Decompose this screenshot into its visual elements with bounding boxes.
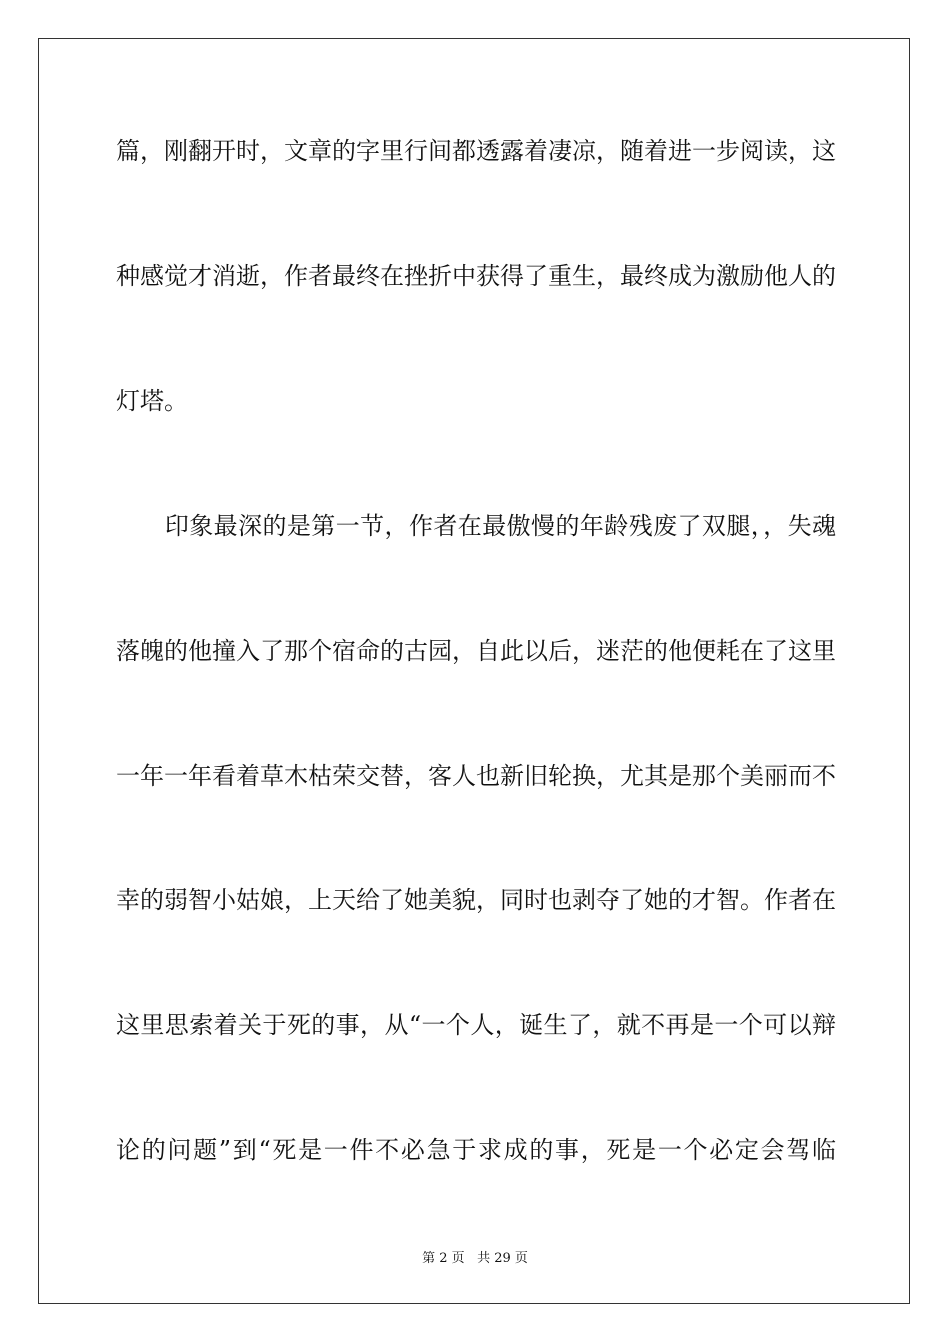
text-line-6: 一年一年看着草木枯荣交替，客人也新旧轮换，尤其是那个美丽而不: [116, 762, 836, 790]
text-line-2: 种感觉才消逝，作者最终在挫折中获得了重生，最终成为激励他人的: [116, 262, 836, 290]
text-line-8: 这里思索着关于死的事，从“一个人，诞生了，就不再是一个可以辩: [116, 1011, 836, 1039]
text-line-4: 印象最深的是第一节，作者在最傲慢的年龄残废了双腿，，失魂: [116, 512, 836, 540]
text-line-7: 幸的弱智小姑娘，上天给了她美貌，同时也剥夺了她的才智。作者在: [116, 886, 836, 914]
text-line-3: 灯塔。: [116, 387, 188, 415]
page-number: 第 2 页: [422, 1251, 465, 1266]
text-line-1: 篇，刚翻开时，文章的字里行间都透露着凄凉，随着进一步阅读，这: [116, 137, 836, 165]
text-line-9: 论的问题”到“死是一件不必急于求成的事，死是一个必定会驾临: [116, 1136, 836, 1164]
text-line-5: 落魄的他撞入了那个宿命的古园，自此以后，迷茫的他便耗在了这里: [116, 637, 836, 665]
page-border: [38, 38, 910, 1304]
page-footer: [0, 1247, 950, 1266]
page-total: 共 29 页: [477, 1251, 528, 1266]
